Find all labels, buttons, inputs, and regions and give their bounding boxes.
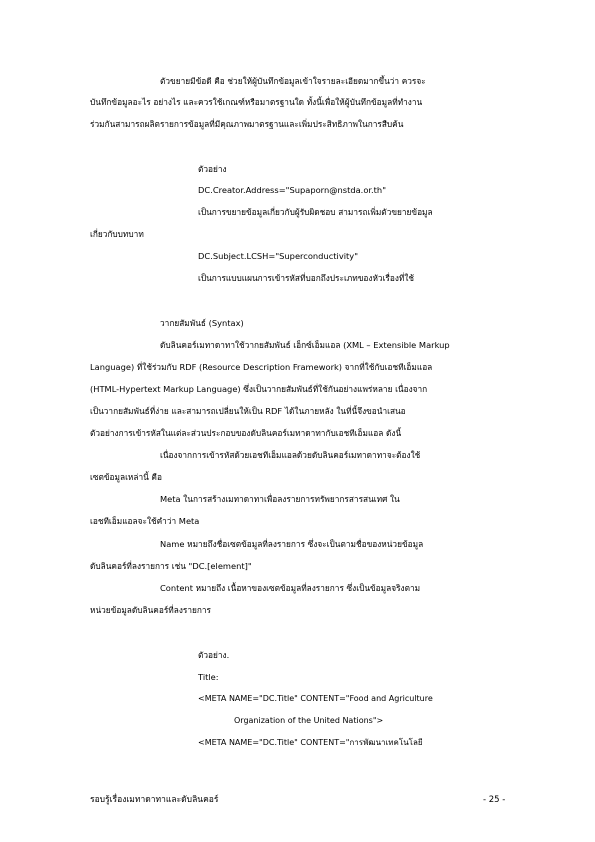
definition-line: Content หมายถึง เนื้อหาของเซตข้อมูลที่ลงรายการ ซึ่งเป็นข้อมูลจริงตาม <box>160 583 421 593</box>
paragraph-line: เซตข้อมูลเหล่านี้ คือ <box>90 472 162 482</box>
definition-line: Meta ในการสร้างเมทาดาทาเพื่อลงรายการทรัพยากรสารสนเทศ ใน <box>160 494 400 504</box>
example-label: ตัวอย่าง <box>198 164 227 174</box>
code-line: <META NAME="DC.Title" CONTENT="Food and Agriculture <box>198 694 433 703</box>
paragraph-line: ตัวขยายมีข้อดี คือ ช่วยให้ผู้บันทึกข้อมูลเข้าใจรายละเอียดมากขึ้นว่า ควรจะ <box>160 76 426 86</box>
definition-line: หน่วยข้อมูลดับลินคอร์ที่ลงรายการ <box>90 605 211 615</box>
paragraph-line: (HTML-Hypertext Markup Language) ซึ่งเป็นวากยสัมพันธ์ที่ใช้กันอย่างแพร่หลาย เนื่องจาก <box>90 384 428 394</box>
paragraph-line: เนื่องจากการเข้ารหัสด้วยเอชทีเอ็มแอลด้วยดับลินคอร์เมทาดาทาจะต้องใช้ <box>160 450 421 460</box>
description-line: เป็นการแบบแผนการเข้ารหัสที่บอกถึงประเภทของหัวเรื่องที่ใช้ <box>198 273 415 283</box>
description-line: เป็นการขยายข้อมูลเกี่ยวกับผู้รับผิดชอบ สามารถเพิ่มตัวขยายข้อมูล <box>198 207 433 217</box>
paragraph-line: บันทึกข้อมูลอะไร อย่างไร และควรใช้เกณฑ์หรือมาตรฐานใด ทั้งนี้เพื่อให้ผู้บันทึกข้อมูลที่ทำงาน <box>90 97 423 107</box>
definition-line: Name หมายถึงชื่อเซตข้อมูลที่ลงรายการ ซึ่งจะเป็นตามชื่อของหน่วยข้อมูล <box>160 539 424 549</box>
section-heading: วากยสัมพันธ์ (Syntax) <box>160 318 244 328</box>
field-label: Title: <box>198 672 219 682</box>
definition-line: เอชทีเอ็มแอลจะใช้คำว่า Meta <box>90 516 200 526</box>
paragraph-line: ตัวอย่างการเข้ารหัสในแต่ละส่วนประกอบของดับลินคอร์เมทาดาทากับเอชทีเอ็มแอล ดังนี้ <box>90 428 402 438</box>
page-number: - 25 - <box>483 795 506 805</box>
paragraph-line: ดับลินคอร์เมทาดาทาใช้วากยสัมพันธ์ เอ็กซ์เอ็มแอล (XML – Extensible Markup <box>160 340 450 350</box>
footer-title: รอบรู้เรื่องเมทาดาทาและดับลินคอร์ <box>90 795 219 805</box>
paragraph-line: ร่วมกันสามารถผลิตรายการข้อมูลที่มีคุณภาพมาตรฐานและเพิ่มประสิทธิภาพในการสืบค้น <box>90 119 404 129</box>
description-line: เกี่ยวกับบทบาท <box>90 229 144 239</box>
definition-line: ดับลินคอร์ที่ลงรายการ เช่น "DC.[element]" <box>90 561 252 571</box>
code-line: Organization of the United Nations"> <box>234 716 384 725</box>
code-line: <META NAME="DC.Title" CONTENT="การพัฒนาเทคโนโลยี <box>198 738 423 747</box>
paragraph-line: Language) ที่ใช้ร่วมกับ RDF (Resource Description Framework) จากที่ใช้กับเอชทีเอ็มแอล <box>90 362 433 372</box>
paragraph-line: เป็นวากยสัมพันธ์ที่ง่าย และสามารถเปลี่ยนให้เป็น RDF ได้ในภายหลัง ในที่นี้จึงขอนำเสนอ <box>90 406 406 416</box>
code-line: DC.Subject.LCSH="Superconductivity" <box>198 251 359 261</box>
code-line: DC.Creator.Address="Supaporn@nstda.or.th" <box>198 185 387 195</box>
example-label: ตัวอย่าง. <box>198 650 230 660</box>
